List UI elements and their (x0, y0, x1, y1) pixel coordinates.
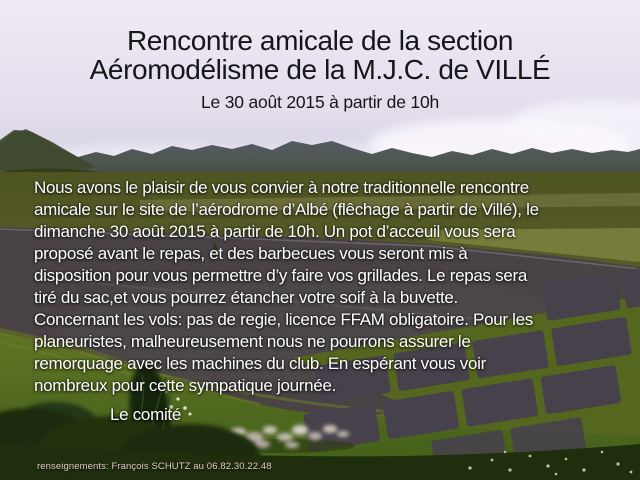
body-line: disposition pour vous permettre d’y faire vos grillades. Le repas sera (34, 266, 528, 285)
contact-info: renseignements: François SCHUTZ au 06.82.30.22.48 (37, 461, 272, 472)
body-line: dimanche 30 août 2015 à partir de 10h. Un pot d’acceuil vous sera (34, 222, 516, 241)
body-line: tiré du sac,et vous pourrez étancher votre soif à la buvette. (34, 288, 458, 307)
invitation-text (34, 177, 539, 397)
title-line-1: Rencontre amicale de la section (126, 25, 514, 56)
flyer-header (0, 26, 640, 113)
body-line: remorquage avec les machines du club. En espérant vous voir (34, 354, 486, 373)
body-line: Concernant les vols: pas de regie, licence FFAM obligatoire. Pour les (34, 310, 534, 329)
flyer-subtitle: Le 30 août 2015 à partir de 10h (200, 92, 440, 112)
title-line-2: Aéromodélisme de la M.J.C. de VILLÉ (89, 54, 551, 85)
body-line: amicale sur le site de l’aérodrome d’Albé (flêchage à partir de Villé), le (34, 200, 539, 219)
body-line: planeuristes, malheureusement nous ne pourrons assurer le (34, 332, 471, 351)
signature: Le comité (110, 405, 182, 424)
body-line: Nous avons le plaisir de vous convier à notre traditionnelle rencontre (34, 178, 529, 197)
body-line: nombreux pour cette sympatique journée. (34, 376, 337, 395)
body-line: proposé avant le repas, et des barbecues vous seront mis à (34, 244, 468, 263)
